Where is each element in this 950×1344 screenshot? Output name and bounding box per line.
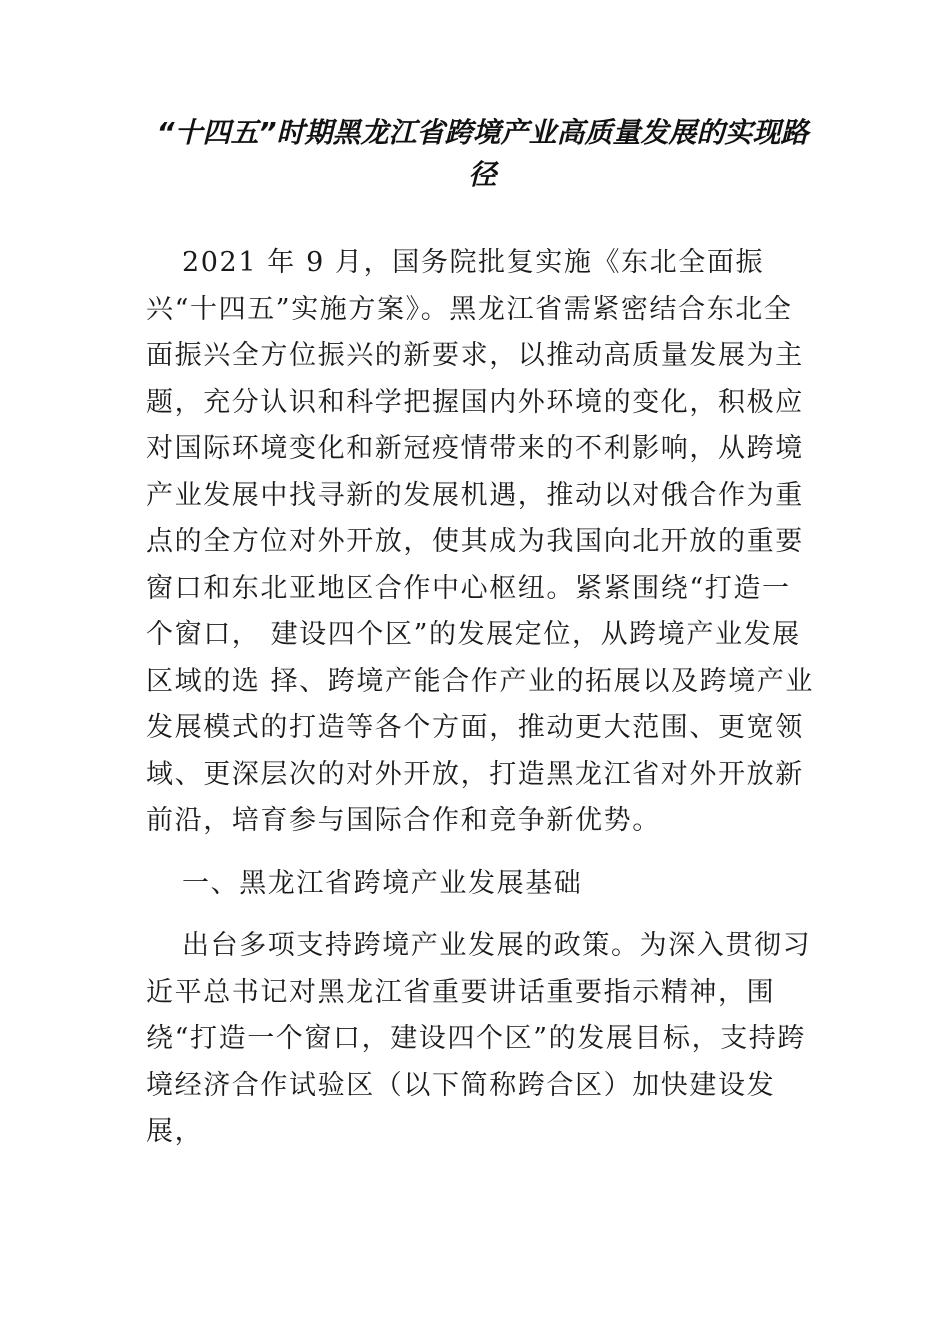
intro-paragraph: 2021 年 9 月，国务院批复实施《东北全面振兴“十四五”实施方案》。黑龙江省需紧密结合东北全面振兴全方位振兴的新要求，以推动高质量发展为主题，充分认识和科学把握国内外环境的变化，积极应对国际环境变化和新冠疫情带来的不利影响，从跨境产业发展中找寻新的发展机遇，推动以对俄合作为重点的全方位对外开放，使其成为我国向北开放的重要窗口和东北亚地区合作中心枢纽。紧紧围绕“打造一个窗口， 建设四个区”的发展定位，从跨境产业发展区域的选 择、跨境产能合作产业的拓展以及跨境产业发展模式的打造等各个方面，推动更大范围、更宽领域、更深层次的对外开放，打造黑龙江省对外开放新前沿，培育参与国际合作和竞争新优势。 [146, 247, 814, 836]
section-heading: 一、黑龙江省跨境产业发展基础 [182, 867, 583, 899]
document-title: “十四五”时期黑龙江省跨境产业高质量发展的实现路径 [156, 116, 809, 191]
section-paragraph: 出台多项支持跨境产业发展的政策。为深入贯彻习近平总书记对黑龙江省重要讲话重要指示精神，围绕“打造一个窗口，建设四个区”的发展目标，支持跨境经济合作试验区（以下简称跨合区）加快建设发展， [146, 930, 812, 1147]
document-body [146, 240, 816, 1156]
